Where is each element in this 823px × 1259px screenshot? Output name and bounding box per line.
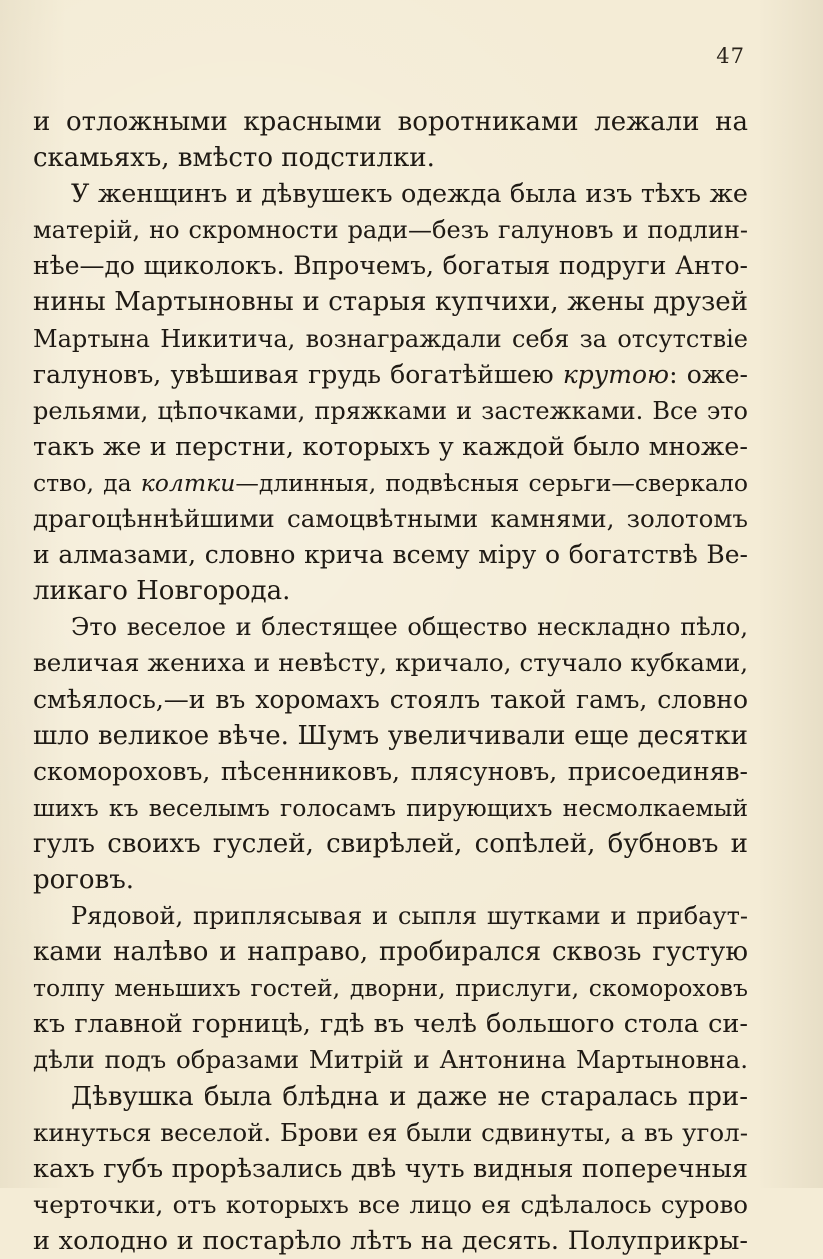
text-line: скомороховъ, пѣсенниковъ, плясуновъ, присоединяв-	[33, 756, 748, 786]
text-line: шихъ къ веселымъ голосамъ пирующихъ несмолкаемый	[33, 793, 748, 822]
text-line: драгоцѣннѣйшими самоцвѣтными камнями, золотомъ	[33, 504, 748, 534]
text-line: гулъ своихъ гуслей, свирѣлей, сопѣлей, бубновъ и	[33, 828, 748, 859]
text-line: роговъ.	[33, 864, 135, 895]
text-run: галуновъ, увѣшивая грудь богатѣйшею	[33, 359, 563, 389]
italic-word: колтки	[140, 468, 236, 497]
text-line: величая жениха и невѣсту, кричало, стучало кубками,	[33, 648, 748, 678]
text-line: и отложными красными воротниками лежали на	[33, 107, 748, 137]
italic-word: крутою	[562, 359, 670, 389]
text-line: Мартына Никитича, вознаграждали себя за отсутствіе	[33, 324, 748, 353]
text-line: нѣе—до щиколокъ. Впрочемъ, богатыя подруги Анто-	[33, 251, 748, 281]
page-number: 47	[716, 44, 745, 68]
body-text	[33, 104, 748, 1259]
text-line: дѣли подъ образами Митрій и Антонина Мартыновна.	[33, 1045, 748, 1075]
text-line: скамьяхъ, вмѣсто подстилки.	[33, 143, 435, 174]
text-line: черточки, отъ которыхъ все лицо ея сдѣлалось сурово	[33, 1189, 748, 1219]
text-line: рельями, цѣпочками, пряжками и застежками. Все это	[33, 396, 748, 425]
paragraph-start-line: Это веселое и блестящее общество нескладно пѣло,	[71, 613, 748, 642]
text-line: кинуться веселой. Брови ея были сдвинуты, а въ угол-	[33, 1117, 748, 1147]
text-run: : оже-	[669, 359, 748, 389]
paragraph-start-line: Дѣвушка была блѣдна и даже не старалась при-	[71, 1081, 748, 1112]
text-line: матерій, но скромности ради—безъ галуновъ и подлин-	[33, 216, 748, 245]
text-line-with-italic	[33, 357, 748, 393]
text-line: и алмазами, словно крича всему міру о богатствѣ Ве-	[33, 540, 748, 570]
paragraph-start-line: У женщинъ и дѣвушекъ одежда была изъ тѣхъ же	[71, 179, 748, 210]
text-run: —длинныя, подвѣсныя серьги—сверкало	[235, 468, 748, 497]
text-line: шло великое вѣче. Шумъ увеличивали еще десятки	[33, 720, 748, 751]
text-line: ками налѣво и направо, пробирался сквозь густую	[33, 937, 748, 968]
text-run: ство, да	[33, 468, 141, 497]
text-line: смѣялось,—и въ хоромахъ стоялъ такой гамъ, словно	[33, 684, 748, 714]
text-line: и холодно и постарѣло лѣтъ на десять. Полуприкры-	[33, 1225, 748, 1256]
text-line: толпу меньшихъ гостей, дворни, прислуги, скомороховъ	[33, 974, 748, 1003]
text-line: кахъ губъ прорѣзались двѣ чуть видныя поперечныя	[33, 1153, 748, 1184]
text-line: ликаго Новгорода.	[33, 576, 291, 607]
text-line: нины Мартыновны и старыя купчихи, жены друзей	[33, 287, 748, 318]
text-line-with-italic	[33, 465, 748, 501]
text-line: такъ же и перстни, которыхъ у каждой было множе-	[33, 431, 748, 462]
paragraph-start-line: Рядовой, приплясывая и сыпля шутками и прибаут-	[71, 902, 748, 931]
text-line: къ главной горницѣ, гдѣ въ челѣ большого стола си-	[33, 1009, 748, 1040]
